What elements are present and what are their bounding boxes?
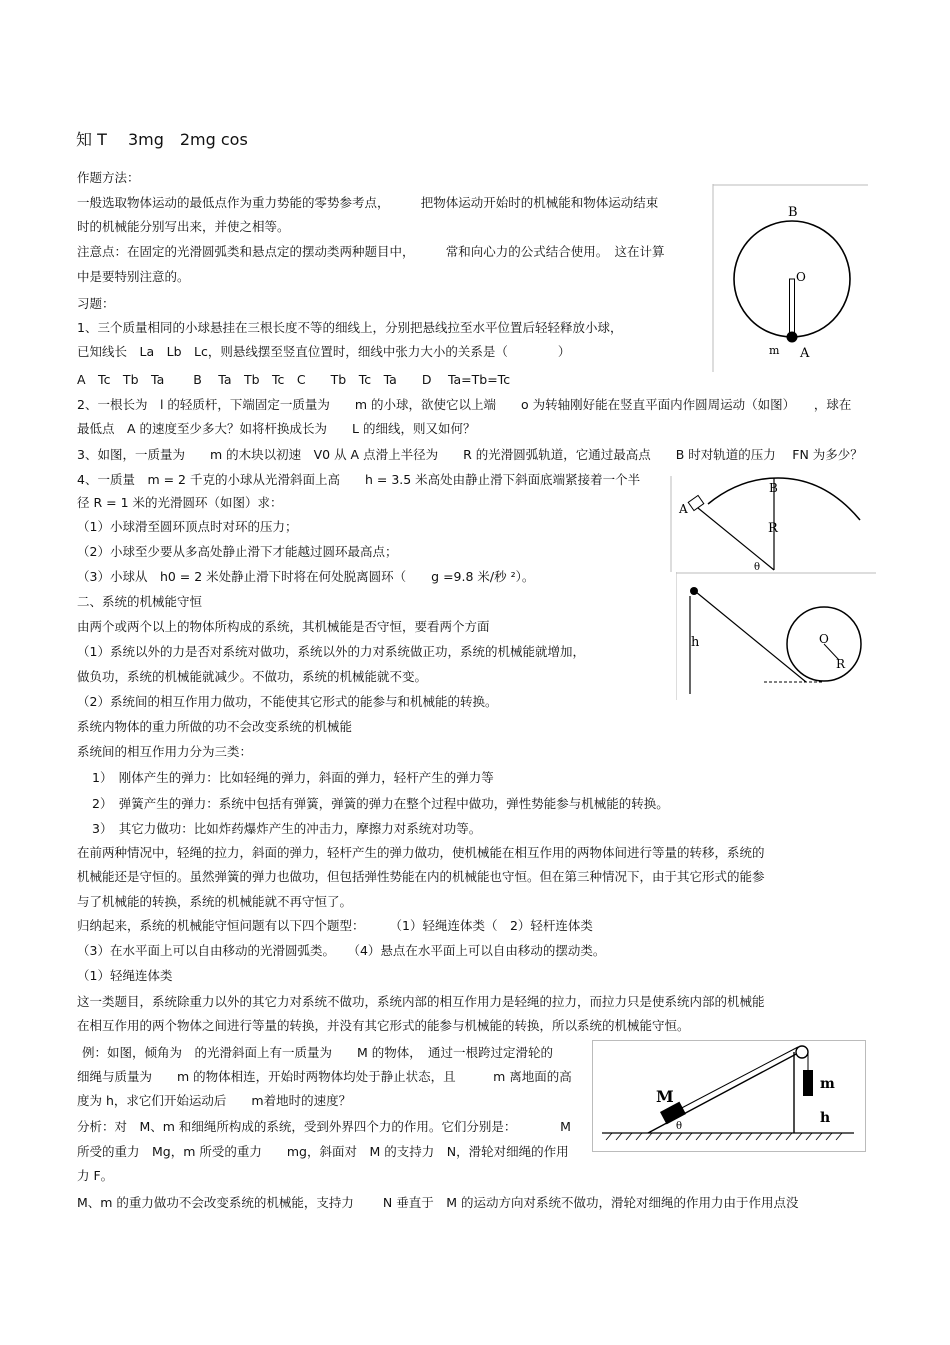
text-line: 所受的重力 Mg，m 所受的重力 mg，斜面对 M 的支持力 N，滑轮对细绳的作用: [77, 1144, 569, 1159]
text-line: 做负功，系统的机械能就减少。不做功，系统的机械能就不变。: [77, 669, 428, 684]
text-line: （3）小球从 h0 = 2 米处静止滑下时将在何处脱离圆环（ g =9.8 米/秒 ²）。: [77, 569, 535, 584]
text-line: （2）系统间的相互作用力做功，不能使其它形式的能参与和机械能的转换。: [77, 694, 498, 709]
label-b: B: [788, 205, 798, 220]
text-line: 2、一根长为 l 的轻质杆，下端固定一质量为 m 的小球，欲使它以上端 o 为转轴刚好能在竖直平面内作圆周运动（如图） ，球在: [77, 397, 852, 412]
section-heading: （1）轻绳连体类: [77, 968, 173, 983]
text-line: 4、一质量 m = 2 千克的小球从光滑斜面上高 h = 3.5 米高处由静止滑下斜面底端紧接着一个半: [77, 472, 641, 487]
text-line: 分析：对 M、m 和细绳所构成的系统，受到外界四个力的作用。它们分别是： M: [77, 1119, 571, 1134]
small-mass-block: [803, 1070, 813, 1096]
text-line: 由两个或两个以上的物体所构成的系统，其机械能是否守恒，要看两个方面: [77, 619, 490, 634]
text-line: 一般选取物体运动的最低点作为重力势能的零势参考点， 把物体运动开始时的机械能和物体运动结束: [77, 195, 659, 210]
text-line: 力 F。: [77, 1168, 114, 1183]
text-line: （1）小球滑至圆环顶点时对环的压力；: [77, 519, 298, 534]
figure-circular-track: [670, 476, 870, 572]
label-a: A: [679, 502, 688, 516]
label-m: m: [769, 344, 780, 357]
figure-vertical-circle: [712, 184, 868, 372]
text-line: 1、三个质量相同的小球悬挂在三根长度不等的细线上，分别把悬线拉至水平位置后轻轻释放小球，: [77, 320, 623, 335]
section-heading: 二、系统的机械能守恒: [77, 594, 203, 609]
label-h: h: [820, 1110, 831, 1126]
text-line: 系统间的相互作用力分为三类：: [77, 744, 253, 759]
label-o: O: [819, 632, 829, 646]
label-small-m: m: [820, 1076, 835, 1092]
pulley-icon: [796, 1046, 808, 1058]
label-r: R: [768, 521, 778, 536]
label-theta: θ: [676, 1121, 683, 1132]
text-line: 时的机械能分别写出来，并使之相等。: [77, 219, 290, 234]
text-line: 在相互作用的两个物体之间进行等量的转换，并没有其它形式的能参与机械能的转换，所以系统的机械能守恒。: [77, 1018, 690, 1033]
block-icon: [688, 495, 704, 510]
text-line: M、m 的重力做功不会改变系统的机械能，支持力 N 垂直于 M 的运动方向对系统不做功，滑轮对细绳的作用力由于作用点没: [77, 1195, 799, 1210]
text-line: （3）在水平面上可以自由移动的光滑圆弧类。 （4）悬点在水平面上可以自由移动的摆动类。: [77, 943, 606, 958]
label-o: O: [796, 270, 806, 284]
label-big-m: M: [656, 1087, 674, 1106]
text-line: 细绳与质量为 m 的物体相连，开始时两物体均处于静止状态，且 m 离地面的高: [77, 1069, 572, 1084]
text-line: 3、如图，一质量为 m 的木块以初速 V0 从 A 点滑上半径为 R 的光滑圆弧轨道，它通过最高点 B 时对轨道的压力 FN 为多少？: [77, 447, 863, 462]
ball-mass: [787, 332, 798, 343]
list-item: 1） 刚体产生的弹力：比如轻绳的弹力，斜面的弹力，轻杆产生的弹力等: [92, 770, 494, 785]
section-heading: 习题：: [77, 296, 115, 311]
text-line: 与了机械能的转换，系统的机械能就不再守恒了。: [77, 894, 353, 909]
text-line: 注意点：在固定的光滑圆弧类和悬点定的摆动类两种题目中， 常和向心力的公式结合使用。 这在计算: [77, 244, 665, 259]
text-line: 在前两种情况中，轻绳的拉力，斜面的弹力，轻杆产生的弹力做功，使机械能在相互作用的两物体间进行等量的转移，系统的: [77, 845, 765, 860]
label-h: h: [691, 635, 700, 650]
label-theta: θ: [754, 562, 761, 572]
formula-line: 知 T 3mg 2mg cos: [76, 130, 248, 149]
text-line: 已知线长 La Lb Lc，则悬线摆至竖直位置时，细线中张力大小的关系是（ ）: [77, 344, 571, 359]
label-r: R: [836, 657, 846, 671]
label-b: B: [769, 481, 778, 495]
ball-icon: [690, 587, 698, 595]
text-line: 系统内物体的重力所做的功不会改变系统的机械能: [77, 719, 353, 734]
text-line: 度为 h，求它们开始运动后 m着地时的速度？: [77, 1093, 352, 1108]
text-line: （1）系统以外的力是否对系统对做功，系统以外的力对系统做正功，系统的机械能就增加，: [77, 644, 585, 659]
list-item: 2） 弹簧产生的弹力：系统中包括有弹簧，弹簧的弹力在整个过程中做功，弹性势能参与机械能的转换。: [92, 796, 669, 811]
label-a: A: [800, 346, 810, 361]
text-line: 机械能还是守恒的。虽然弹簧的弹力也做功，但包括弹性势能在内的机械能也守恒。但在第三种情况下，由于其它形式的能参: [77, 869, 765, 884]
text-line: 作题方法：: [77, 170, 140, 185]
text-line: （2）小球至少要从多高处静止滑下才能越过圆环最高点；: [77, 544, 398, 559]
list-item: 3） 其它力做功：比如炸药爆炸产生的冲击力，摩擦力对系统对功等。: [92, 821, 482, 836]
answer-options: A Tc Tb Ta B Ta Tb Tc C Tb Tc Ta D Ta=Tb=Tc: [77, 372, 511, 387]
figure-incline-loop: [676, 572, 876, 700]
text-line: 中是要特别注意的。: [77, 269, 190, 284]
text-line: 最低点 A 的速度至少多大？如将杆换成长为 L 的细线，则又如何？: [77, 421, 476, 436]
text-line: 这一类题目，系统除重力以外的其它力对系统不做功，系统内部的相互作用力是轻绳的拉力，而拉力只是使系统内部的机械能: [77, 994, 765, 1009]
text-line: 例：如图，倾角为 的光滑斜面上有一质量为 M 的物体， 通过一根跨过定滑轮的: [82, 1045, 554, 1060]
figure-incline-pulley: [592, 1040, 866, 1152]
text-line: 归纳起来，系统的机械能守恒问题有以下四个题型： （1）轻绳连体类（ 2）轻杆连体类: [77, 918, 593, 933]
text-line: 径 R = 1 米的光滑圆环（如图）求：: [77, 495, 283, 510]
